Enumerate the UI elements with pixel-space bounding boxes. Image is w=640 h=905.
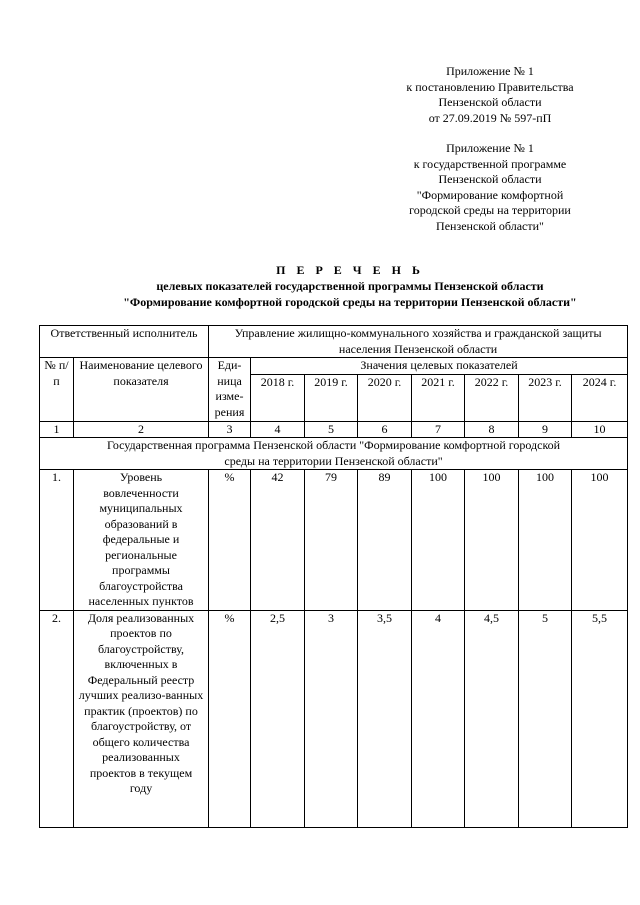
- appendix-line: Пензенской области": [436, 218, 544, 233]
- appendix-government-resolution: [380, 64, 600, 126]
- value-cell: 100: [465, 470, 519, 611]
- title-heading: П Е Р Е Ч Е Н Ь: [276, 263, 424, 277]
- column-number: 9: [519, 421, 572, 438]
- header-row: [40, 358, 628, 375]
- column-number: 5: [305, 421, 358, 438]
- value-cell: 42: [251, 470, 305, 611]
- appendix-line: Приложение № 1: [446, 64, 534, 78]
- year-cell: 2024 г.: [572, 374, 628, 421]
- title-subheading: целевых показателей государственной программы Пензенской области: [156, 279, 544, 293]
- responsible-label: Ответственный исполнитель: [40, 326, 209, 358]
- appendix-line: городской среды на территории: [409, 203, 571, 217]
- value-cell: 3: [305, 610, 358, 827]
- appendix-line: от 27.09.2019 № 597-пП: [428, 110, 552, 125]
- value-cell: 4: [412, 610, 465, 827]
- appendix-line: к государственной программе: [413, 156, 567, 171]
- column-number: 2: [74, 421, 209, 438]
- value-cell: 100: [412, 470, 465, 611]
- value-cell: 3,5: [358, 610, 412, 827]
- indicator-unit: %: [209, 470, 251, 611]
- program-row: [40, 438, 628, 470]
- table-row: [40, 470, 628, 611]
- header-indicator-name: Наименование целевого показателя: [74, 358, 209, 422]
- value-cell: 100: [572, 470, 628, 611]
- column-number: 4: [251, 421, 305, 438]
- appendix-line: Пензенской области: [438, 95, 542, 109]
- indicator-name: Уровень вовлеченности муниципальных образований в федеральные и региональные программы благоустройства населенных пунктов: [74, 470, 209, 611]
- indicators-table: [39, 325, 628, 828]
- value-cell: 89: [358, 470, 412, 611]
- year-cell: 2019 г.: [305, 374, 358, 421]
- column-number: 1: [40, 421, 74, 438]
- appendix-line: Приложение № 1: [446, 141, 534, 155]
- value-cell: 79: [305, 470, 358, 611]
- responsible-value: Управление жилищно-коммунального хозяйства и гражданской защиты населения Пензенской области: [209, 326, 628, 358]
- header-number: № п/п: [40, 358, 74, 422]
- header-unit: Еди-ница изме-рения: [209, 358, 251, 422]
- responsible-row: [40, 326, 628, 358]
- column-number: 8: [465, 421, 519, 438]
- column-number: 3: [209, 421, 251, 438]
- indicator-name: Доля реализованных проектов по благоустройству, включенных в Федеральный реестр лучших реализо-ванных практик (проектов) по благоустройству, от общего количества реализованных проектов в текущем году: [74, 610, 209, 827]
- column-number: 10: [572, 421, 628, 438]
- value-cell: 5: [519, 610, 572, 827]
- appendix-line: Пензенской области: [438, 172, 542, 186]
- column-number: 6: [358, 421, 412, 438]
- appendix-line: к постановлению Правительства: [406, 79, 574, 94]
- title-program-name: "Формирование комфортной городской среды на территории Пензенской области": [123, 295, 577, 309]
- column-number: 7: [412, 421, 465, 438]
- year-cell: 2022 г.: [465, 374, 519, 421]
- year-cell: 2020 г.: [358, 374, 412, 421]
- year-cell: 2021 г.: [412, 374, 465, 421]
- year-cell: 2018 г.: [251, 374, 305, 421]
- indicator-unit: %: [209, 610, 251, 827]
- appendix-state-program: [380, 141, 600, 234]
- value-cell: 2,5: [251, 610, 305, 827]
- value-cell: 4,5: [465, 610, 519, 827]
- value-cell: 5,5: [572, 610, 628, 827]
- document-title: [40, 262, 640, 310]
- table-row: [40, 610, 628, 827]
- year-cell: 2023 г.: [519, 374, 572, 421]
- row-number: 2.: [40, 610, 74, 827]
- row-number: 1.: [40, 470, 74, 611]
- column-numbers-row: [40, 421, 628, 438]
- header-values: Значения целевых показателей: [251, 358, 628, 375]
- appendix-line: "Формирование комфортной: [416, 187, 564, 202]
- program-title: Государственная программа Пензенской области "Формирование комфортной городской среды на территории Пензенской области": [40, 438, 628, 470]
- value-cell: 100: [519, 470, 572, 611]
